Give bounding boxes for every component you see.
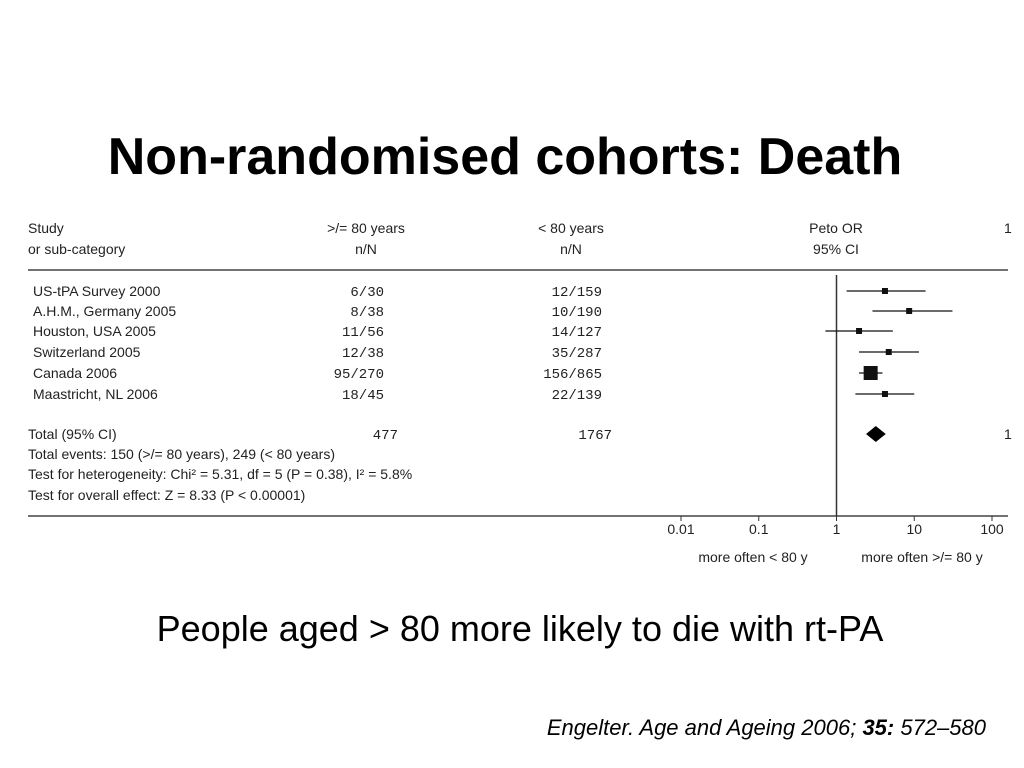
header-effect-2: 95% CI [813, 241, 859, 257]
study-group2: 156/865 [543, 367, 602, 383]
header-group1-1: >/= 80 years [327, 220, 405, 236]
forest-plot [0, 210, 1024, 575]
header-edge-mark: 1 [1004, 220, 1012, 236]
header-group1-2: n/N [355, 241, 377, 257]
total-group1: 477 [372, 428, 398, 444]
study-group1: 18/45 [341, 388, 384, 404]
citation-author-year: Engelter. Age and Ageing 2006; [546, 715, 863, 740]
study-point-estimate [882, 391, 888, 397]
study-name: Canada 2006 [33, 365, 118, 381]
footnote-events: Total events: 150 (>/= 80 years), 249 (< 80 years) [28, 446, 336, 462]
study-rows [33, 283, 602, 404]
total-group2: 1767 [578, 428, 612, 444]
header-group2-1: < 80 years [538, 220, 604, 236]
study-point-estimate [856, 328, 862, 334]
header-study-1: Study [28, 220, 64, 236]
axis-tick-label: 1 [832, 521, 841, 537]
header-group2-2: n/N [560, 241, 582, 257]
conclusion-text: People aged > 80 more likely to die with rt-PA [156, 608, 884, 649]
study-group2: 14/127 [551, 325, 602, 341]
total-label: Total (95% CI) [28, 426, 117, 442]
study-group2: 12/159 [551, 285, 602, 301]
study-name: Maastricht, NL 2006 [33, 386, 158, 402]
study-group1: 8/38 [350, 305, 384, 321]
slide-title: Non-randomised cohorts: Death [107, 128, 903, 186]
study-name: Switzerland 2005 [33, 344, 141, 360]
header-effect-1: Peto OR [809, 220, 863, 236]
study-group2: 35/287 [551, 346, 602, 362]
study-group2: 10/190 [551, 305, 602, 321]
axis-ticks [667, 516, 1004, 537]
study-group1: 12/38 [341, 346, 384, 362]
study-name: US-tPA Survey 2000 [33, 283, 161, 299]
study-point-estimate [882, 288, 888, 294]
total-edge-mark: 1 [1004, 426, 1012, 442]
axis-tick-label: 0.01 [667, 521, 695, 537]
favours-right-label: more often >/= 80 y [861, 549, 983, 565]
axis-tick-label: 0.1 [749, 521, 769, 537]
footnote-overall-effect: Test for overall effect: Z = 8.33 (P < 0.00001) [28, 487, 306, 503]
citation-volume: 35: [862, 715, 895, 740]
study-name: Houston, USA 2005 [33, 323, 156, 339]
plot-marks [825, 288, 952, 442]
citation [547, 715, 986, 741]
study-name: A.H.M., Germany 2005 [33, 303, 177, 319]
study-point-estimate [864, 366, 878, 380]
citation-pages: 572–580 [894, 715, 986, 740]
study-point-estimate [886, 349, 892, 355]
study-group1: 95/270 [333, 367, 384, 383]
study-point-estimate [906, 308, 912, 314]
pooled-estimate-diamond [866, 426, 886, 442]
study-group1: 6/30 [350, 285, 384, 301]
header-study-2: or sub-category [28, 241, 126, 257]
footnote-heterogeneity: Test for heterogeneity: Chi² = 5.31, df = 5 (P = 0.38), I² = 5.8% [28, 466, 413, 482]
study-group2: 22/139 [551, 388, 602, 404]
axis-tick-label: 10 [906, 521, 923, 537]
study-group1: 11/56 [341, 325, 384, 341]
favours-left-label: more often < 80 y [698, 549, 808, 565]
axis-tick-label: 100 [980, 521, 1004, 537]
